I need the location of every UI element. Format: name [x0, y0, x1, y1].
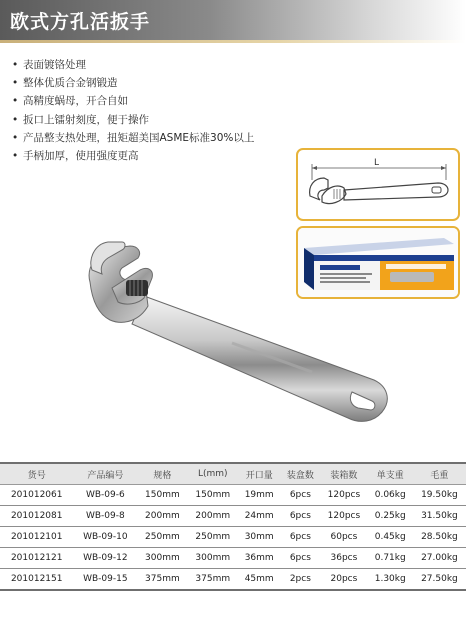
- wrench-line-drawing: [298, 150, 458, 219]
- cell-size: 375mm: [137, 569, 187, 591]
- cell-item-number: 201012081: [0, 506, 73, 527]
- table-row: [0, 527, 466, 548]
- feature-text: 产品整支热处理，扭矩超美国ASME标准30%以上: [23, 131, 255, 144]
- header-item-number: 货号: [0, 463, 73, 485]
- cell-length: 200mm: [188, 506, 238, 527]
- cell-unit-weight: 0.06kg: [368, 485, 413, 506]
- cell-jaw-opening: 19mm: [238, 485, 281, 506]
- cell-unit-weight: 0.25kg: [368, 506, 413, 527]
- cell-product-code: WB-09-12: [73, 548, 137, 569]
- dimension-diagram-thumbnail: [296, 148, 460, 221]
- cell-box-qty: 6pcs: [280, 548, 320, 569]
- header-size: 规格: [137, 463, 187, 485]
- table-row: [0, 485, 466, 506]
- bullet-icon: •: [12, 95, 19, 108]
- cell-size: 150mm: [137, 485, 187, 506]
- header-bar: [0, 0, 466, 40]
- feature-item: [12, 129, 254, 147]
- cell-item-number: 201012101: [0, 527, 73, 548]
- cell-unit-weight: 0.45kg: [368, 527, 413, 548]
- cell-jaw-opening: 36mm: [238, 548, 281, 569]
- cell-product-code: WB-09-10: [73, 527, 137, 548]
- cell-product-code: WB-09-15: [73, 569, 137, 591]
- cell-carton-qty: 20pcs: [320, 569, 367, 591]
- cell-item-number: 201012151: [0, 569, 73, 591]
- feature-text: 表面镀铬处理: [23, 59, 86, 71]
- cell-length: 300mm: [188, 548, 238, 569]
- cell-unit-weight: 1.30kg: [368, 569, 413, 591]
- feature-item: [12, 56, 254, 74]
- table-row: [0, 506, 466, 527]
- table-row: [0, 569, 466, 591]
- cell-product-code: WB-09-6: [73, 485, 137, 506]
- feature-list: [12, 56, 254, 165]
- bullet-icon: •: [12, 59, 19, 71]
- feature-text: 扳口上镭射刻度，便于操作: [23, 113, 149, 126]
- cell-product-code: WB-09-8: [73, 506, 137, 527]
- adjustable-wrench-image: [82, 240, 402, 430]
- header-jaw-opening: 开口量: [238, 463, 281, 485]
- spec-table: [0, 462, 466, 591]
- dimension-label: L: [374, 158, 380, 168]
- feature-text: 手柄加厚，使用强度更高: [23, 150, 139, 163]
- page-title: 欧式方孔活扳手: [10, 11, 151, 33]
- cell-box-qty: 6pcs: [280, 527, 320, 548]
- header-length: L(mm): [188, 463, 238, 485]
- cell-carton-qty: 36pcs: [320, 548, 367, 569]
- cell-gross-weight: 27.00kg: [413, 548, 466, 569]
- cell-size: 200mm: [137, 506, 187, 527]
- cell-item-number: 201012061: [0, 485, 73, 506]
- feature-item: [12, 111, 254, 129]
- header-carton-qty: 装箱数: [320, 463, 367, 485]
- cell-length: 150mm: [188, 485, 238, 506]
- bullet-icon: •: [12, 77, 19, 90]
- bullet-icon: •: [12, 150, 19, 163]
- feature-text: 高精度蜗母，开合自如: [23, 95, 128, 108]
- header-gross-weight: 毛重: [413, 463, 466, 485]
- feature-item: [12, 74, 254, 92]
- cell-box-qty: 6pcs: [280, 506, 320, 527]
- cell-carton-qty: 120pcs: [320, 506, 367, 527]
- cell-length: 375mm: [188, 569, 238, 591]
- spec-table-header: [0, 463, 466, 485]
- feature-item: [12, 92, 254, 110]
- cell-carton-qty: 120pcs: [320, 485, 367, 506]
- cell-box-qty: 6pcs: [280, 485, 320, 506]
- bullet-icon: •: [12, 131, 19, 144]
- header-unit-weight: 单支重: [368, 463, 413, 485]
- cell-length: 250mm: [188, 527, 238, 548]
- header-accent-stripe: [0, 40, 466, 43]
- cell-jaw-opening: 30mm: [238, 527, 281, 548]
- cell-size: 300mm: [137, 548, 187, 569]
- header-box-qty: 装盒数: [280, 463, 320, 485]
- feature-item: [12, 147, 254, 165]
- feature-text: 整体优质合金钢锻造: [23, 77, 118, 90]
- header-product-code: 产品编号: [73, 463, 137, 485]
- cell-size: 250mm: [137, 527, 187, 548]
- cell-gross-weight: 31.50kg: [413, 506, 466, 527]
- table-row: [0, 548, 466, 569]
- cell-gross-weight: 28.50kg: [413, 527, 466, 548]
- cell-jaw-opening: 24mm: [238, 506, 281, 527]
- cell-item-number: 201012121: [0, 548, 73, 569]
- bullet-icon: •: [12, 113, 19, 126]
- cell-gross-weight: 19.50kg: [413, 485, 466, 506]
- cell-box-qty: 2pcs: [280, 569, 320, 591]
- cell-unit-weight: 0.71kg: [368, 548, 413, 569]
- cell-jaw-opening: 45mm: [238, 569, 281, 591]
- cell-gross-weight: 27.50kg: [413, 569, 466, 591]
- cell-carton-qty: 60pcs: [320, 527, 367, 548]
